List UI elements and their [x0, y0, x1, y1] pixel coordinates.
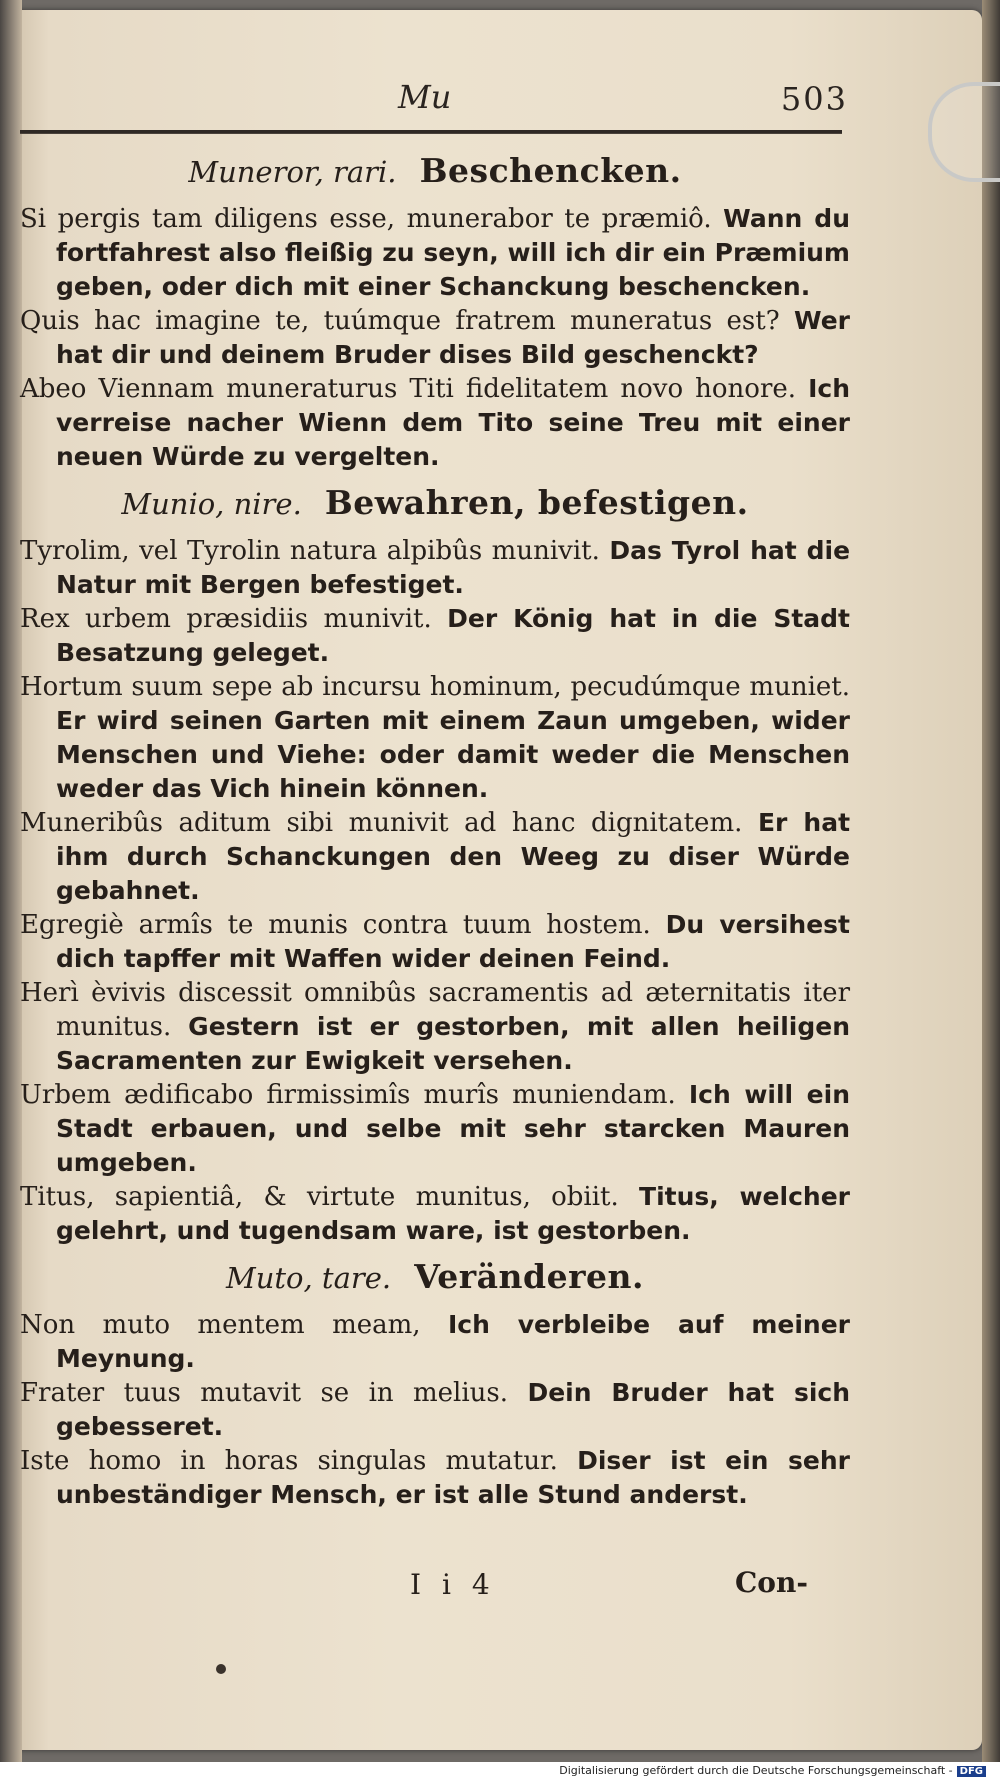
sentence-latin: Non muto mentem meam, — [20, 1310, 421, 1340]
sentence-german: Ich verbleibe auf meiner Meynung. — [56, 1310, 851, 1373]
entry-muneror — [20, 150, 850, 474]
credit-text: Digitalisierung gefördert durch die Deutsche Forschungsgemeinschaft - — [559, 1764, 953, 1777]
headword-latin: Munio, nire. — [121, 487, 302, 521]
headword-latin: Muneror, rari. — [188, 155, 397, 189]
example-sentence — [20, 202, 850, 304]
example-sentence — [20, 806, 850, 908]
headword-german: Beschencken. — [419, 151, 682, 190]
headword — [20, 150, 850, 198]
sentence-latin: Urbem ædificabo firmissimîs murîs muniendam. — [20, 1080, 676, 1110]
example-sentence — [20, 1180, 850, 1248]
sentence-german: Er hat ihm durch Schanckungen den Weeg zu diser Würde gebahnet. — [56, 808, 851, 905]
example-sentence — [20, 670, 850, 806]
sentence-german: Wer hat dir und deinem Bruder dises Bild geschenckt? — [56, 306, 850, 369]
sentence-latin: Rex urbem præsidiis munivit. — [20, 604, 432, 634]
sentence-latin: Abeo Viennam muneraturus Titi fidelitatem novo honore. — [20, 374, 797, 404]
page-edge — [982, 0, 1000, 1762]
headword-german: Veränderen. — [414, 1257, 644, 1296]
sentence-latin: Egregiè armîs te munis contra tuum hostem. — [20, 910, 651, 940]
page-header — [18, 78, 848, 118]
page-number: 503 — [780, 80, 848, 118]
sentence-german: Dein Bruder hat sich gebesseret. — [56, 1378, 851, 1441]
entry-muto — [20, 1256, 850, 1512]
catchword: Con- — [735, 1566, 808, 1599]
dfg-logo: DFG — [957, 1766, 986, 1777]
sentence-german: Das Tyrol hat die Natur mit Bergen befestiget. — [56, 536, 851, 599]
headword-german: Bewahren, befestigen. — [324, 483, 749, 522]
headword-latin: Muto, tare. — [226, 1261, 392, 1295]
sentence-german: Gestern ist er gestorben, mit allen heiligen Sacramenten zur Ewigkeit versehen. — [56, 1012, 851, 1075]
example-sentence — [20, 304, 850, 372]
sentence-latin: Hortum suum sepe ab incursu hominum, pecudúmque muniet. — [20, 672, 850, 702]
sentence-latin: Herì èvivis discessit omnibûs sacramentis ad æternitatis iter munitus. — [20, 978, 850, 1042]
sentence-german: Du versihest dich tapffer mit Waffen wider deinen Feind. — [56, 910, 850, 973]
sentence-latin: Iste homo in horas singulas mutatur. — [20, 1446, 558, 1476]
sentence-german: Titus, welcher gelehrt, und tugendsam ware, ist gestorben. — [56, 1182, 850, 1245]
sentence-latin: Frater tuus mutavit se in melius. — [20, 1378, 509, 1408]
book-spine-edge — [0, 0, 22, 1762]
example-sentence — [20, 602, 850, 670]
sentence-latin: Muneribûs aditum sibi munivit ad hanc dignitatem. — [20, 808, 743, 838]
sentence-german: Ich verreise nacher Wienn dem Tito seine Treu mit einer neuen Würde zu vergelten. — [56, 374, 850, 471]
example-sentence — [20, 1308, 850, 1376]
example-sentence — [20, 976, 850, 1078]
example-sentence — [20, 534, 850, 602]
sentence-german: Ich will ein Stadt erbauen, und selbe mit sehr starcken Mauren umgeben. — [56, 1080, 850, 1177]
sentence-latin: Tyrolim, vel Tyrolin natura alpibûs munivit. — [20, 536, 600, 566]
dictionary-entries — [20, 142, 850, 1512]
headword — [20, 482, 850, 530]
example-sentence — [20, 908, 850, 976]
header-rule — [20, 130, 842, 134]
ink-spot — [216, 1664, 226, 1674]
sentence-latin: Quis hac imagine te, tuúmque fratrem muneratus est? — [20, 306, 780, 336]
sentence-german: Der König hat in die Stadt Besatzung geleget. — [56, 604, 850, 667]
digitization-credit — [559, 1764, 986, 1777]
example-sentence — [20, 372, 850, 474]
sentence-latin: Titus, sapientiâ, & virtute munitus, obiit. — [20, 1182, 619, 1212]
signature-mark: I i 4 — [410, 1568, 496, 1601]
example-sentence — [20, 1376, 850, 1444]
entry-munio — [20, 482, 850, 1248]
headword — [20, 1256, 850, 1304]
sentence-german: Wann du fortfahrest also fleißig zu seyn, will ich dir ein Præmium geben, oder dich mit einer Schanckung beschencken. — [56, 204, 850, 301]
example-sentence — [20, 1444, 850, 1512]
sentence-german: Diser ist ein sehr unbeständiger Mensch, er ist alle Stund anderst. — [56, 1446, 851, 1509]
sentence-german: Er wird seinen Garten mit einem Zaun umgeben, wider Menschen und Viehe: oder damit weder die Menschen weder das Vich hinein können. — [56, 706, 850, 803]
example-sentence — [20, 1078, 850, 1180]
sentence-latin: Si pergis tam diligens esse, munerabor te præmiô. — [20, 204, 712, 234]
running-head: Mu — [398, 78, 452, 116]
